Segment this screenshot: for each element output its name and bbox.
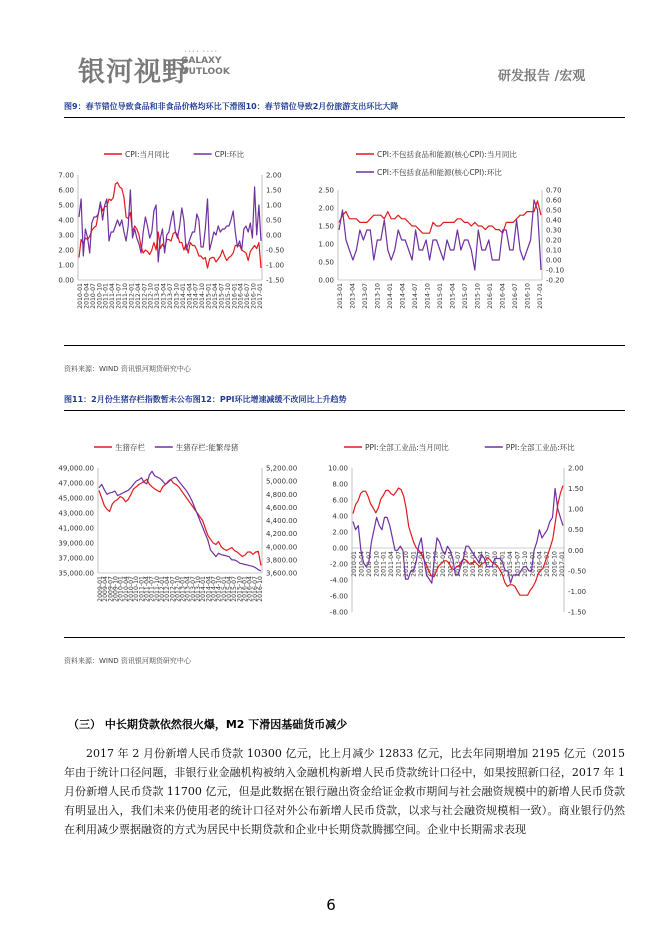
x-tick-label: 2013-01 (154, 283, 162, 309)
right-tick-label: 0.00 (568, 546, 584, 555)
body-paragraph-text: 2017 年 2 月份新增人民币贷款 10300 亿元，比上月减少 12833 亿元，比去年同期增加 2195 亿元（2015 年由于统计口径问题，非银行业金融机构被纳入金融机构新增人民币贷款统计口径中，如果按照新口径，2017 年 1 月份新增人民币贷款 11700 亿元，但是此数据在银行融出资金给证金救市期间与社会融资规模中的新增人民币贷款有明显出入，我们未来仍使用老的统计口径对外公布新增人民币贷款，以求与社会融资规模相一致）。商业银行仍然在利用减少票据融资的方式为居民中长期贷款和企业中长期贷款腾挪空间。企业中长期需求表现 (64, 747, 625, 836)
x-tick-label: 2016-10 (551, 551, 559, 577)
legend-label-1: CPI:当月同比 (125, 150, 170, 159)
x-tick-label: 2009-10 (112, 576, 120, 602)
right-tick-label: -1.00 (266, 261, 285, 270)
left-tick-label: 2.50 (318, 186, 334, 195)
x-tick-label: 2016-07 (512, 283, 519, 309)
x-tick-label: 2017-01 (537, 283, 544, 309)
legend-label-2: PPI:全部工业品:环比 (505, 443, 575, 452)
left-tick-label: 41,000.00 (58, 524, 94, 533)
x-tick-label: 2015-10 (224, 283, 232, 309)
right-tick-label: -1.50 (568, 608, 587, 617)
left-tick-label: 2.00 (332, 528, 348, 537)
x-tick-label: 2016-07 (544, 551, 552, 577)
left-tick-label: 0.00 (58, 276, 74, 285)
right-tick-label: 0.40 (546, 216, 562, 225)
right-tick-label: 0.30 (546, 226, 562, 235)
right-tick-label: -0.20 (546, 276, 565, 285)
logo-english-line1: GALAXY (181, 56, 222, 66)
x-tick-label: 2015-10 (521, 551, 529, 577)
x-tick-label: 2010-04 (83, 283, 91, 309)
left-tick-label: -4.00 (329, 576, 348, 585)
right-tick-label: -0.10 (546, 266, 565, 275)
x-tick-label: 2016-01 (487, 283, 494, 309)
x-tick-label: 2011-04 (143, 576, 151, 602)
x-tick-label: 2014-10 (215, 576, 223, 602)
x-tick-label: 2016-04 (246, 576, 254, 602)
left-tick-label: 0.00 (332, 544, 348, 553)
right-tick-label: -1.50 (266, 276, 285, 285)
source-note-2: 资料来源：WIND 资讯银河期货研究中心 (64, 657, 191, 665)
logo-english (181, 56, 230, 78)
right-tick-label: 4,000.00 (266, 543, 298, 552)
x-tick-label: 2013-10 (462, 551, 470, 577)
x-tick-label: 2012-01 (410, 551, 418, 577)
x-tick-label: 2011-01 (380, 551, 388, 577)
page-number: 6 (326, 896, 336, 914)
x-tick-label: 2012-07 (425, 551, 433, 577)
x-tick-label: 2013-10 (374, 283, 382, 309)
x-tick-label: 2012-07 (141, 283, 149, 309)
left-tick-label: 2.00 (318, 204, 334, 213)
legend-label-1: PPI:全部工业品:当月同比 (365, 443, 449, 452)
x-tick-label: 2010-01 (351, 551, 358, 577)
series-line-2 (99, 471, 261, 571)
x-tick-label: 2016-01 (241, 576, 249, 602)
x-tick-label: 2012-10 (174, 576, 182, 602)
x-tick-label: 2016-01 (529, 551, 537, 577)
left-tick-label: 10.00 (327, 464, 348, 473)
x-tick-label: 2014-10 (199, 283, 207, 309)
x-tick-label: 2015-07 (462, 283, 469, 309)
right-tick-label: -1.00 (568, 587, 587, 596)
x-tick-label: 2010-10 (96, 283, 104, 309)
x-tick-label: 2015-10 (236, 576, 244, 602)
x-tick-label: 2013-04 (349, 283, 357, 309)
x-tick-label: 2013-10 (195, 576, 203, 602)
series-line-1 (353, 486, 563, 596)
x-tick-label: 2012-10 (147, 283, 155, 309)
chart-ppi (316, 433, 616, 628)
x-tick-label: 2013-04 (160, 283, 168, 309)
x-tick-label: 2011-10 (403, 551, 410, 577)
x-tick-label: 2014-10 (424, 283, 432, 309)
left-tick-label: 37,000.00 (58, 554, 94, 563)
right-tick-label: 4,600.00 (266, 503, 298, 512)
right-tick-label: 5,200.00 (266, 464, 298, 473)
logo-english-line2: OUTLOOK (181, 67, 230, 77)
right-tick-label: 0.10 (546, 246, 562, 255)
x-tick-label: 2014-04 (477, 551, 485, 577)
x-tick-label: 2015-04 (212, 283, 219, 309)
right-tick-label: 2.00 (568, 464, 584, 473)
chart-core-cpi (304, 140, 604, 340)
x-tick-label: 2011-10 (122, 283, 129, 309)
left-tick-label: -2.00 (329, 560, 348, 569)
x-tick-label: 2013-01 (337, 283, 344, 309)
section-heading: （三） 中长期贷款依然很火爆，M2 下滑因基础货币减少 (68, 718, 348, 731)
x-tick-label: 2009-04 (102, 576, 110, 602)
x-tick-label: 2014-07 (210, 576, 218, 602)
series-line-1 (339, 201, 541, 233)
x-tick-label: 2015-01 (205, 283, 213, 309)
left-tick-label: 45,000.00 (58, 494, 94, 503)
report-category: 研发报告 /宏观 (498, 69, 586, 84)
x-tick-label: 2016-10 (524, 283, 532, 309)
x-tick-label: 2011-07 (148, 576, 156, 602)
x-tick-label: 2016-01 (231, 283, 239, 309)
left-tick-label: 0.00 (318, 276, 334, 285)
divider-bottom-1 (64, 345, 625, 346)
figure-caption-11-12: 图11：2月份生猪存栏指数暂未公布图12：PPI环比增速减缓不改同比上升趋势 (64, 395, 347, 404)
right-tick-label: 0.20 (546, 236, 562, 245)
x-tick-label: 2009-01 (97, 576, 104, 602)
x-tick-label: 2010-07 (365, 551, 373, 577)
x-tick-label: 2014-01 (200, 576, 208, 602)
x-tick-label: 2011-01 (102, 283, 110, 309)
legend-label-2: 生猪存栏:能繁母猪 (175, 443, 239, 452)
x-tick-label: 2013-01 (179, 576, 187, 602)
x-tick-label: 2012-04 (164, 576, 172, 602)
left-tick-label: 4.00 (58, 216, 74, 225)
right-tick-label: -0.50 (568, 567, 587, 576)
right-tick-label: 4,400.00 (266, 517, 298, 525)
chart-cpi-yoy-mom (44, 140, 302, 340)
logo-chinese: 银河视野 (78, 57, 190, 88)
x-tick-label: 2017-01 (559, 551, 566, 577)
x-tick-label: 2013-07 (362, 283, 369, 309)
x-tick-label: 2011-10 (153, 576, 161, 602)
x-tick-label: 2012-07 (169, 576, 177, 602)
chart-hog-inventory (44, 433, 314, 628)
right-tick-label: 0.70 (546, 186, 562, 195)
x-tick-label: 2016-04 (536, 551, 544, 577)
x-tick-label: 2013-07 (189, 576, 197, 602)
x-tick-label: 2014-01 (387, 283, 394, 309)
legend-label-1: CPI:不包括食品和能源(核心CPI):当月同比 (377, 150, 517, 159)
x-tick-label: 2015-04 (226, 576, 234, 602)
x-tick-label: 2014-04 (399, 283, 407, 309)
logo-dots: •••• •••• (184, 49, 219, 55)
x-tick-label: 2015-07 (514, 551, 522, 577)
x-tick-label: 2009-07 (107, 576, 115, 602)
x-tick-label: 2010-01 (77, 283, 84, 309)
divider-bottom-2 (64, 637, 625, 638)
x-tick-label: 2016-07 (251, 576, 259, 602)
right-tick-label: 0.50 (546, 206, 562, 215)
right-tick-label: -0.50 (266, 246, 285, 255)
x-tick-label: 2014-07 (192, 283, 200, 309)
right-tick-label: 1.00 (266, 201, 282, 210)
left-tick-label: 43,000.00 (58, 509, 94, 518)
x-tick-label: 2012-01 (128, 283, 136, 309)
figure-caption-9-10: 图9：春节错位导致食品和非食品价格均环比下滑图10：春节错位导致2月份旅游支出环比大降 (64, 102, 399, 111)
series-line-2 (339, 200, 541, 270)
x-tick-label: 2013-10 (173, 283, 181, 309)
x-tick-label: 2014-04 (205, 576, 213, 602)
right-tick-label: 2.00 (266, 171, 282, 180)
x-tick-label: 2011-01 (138, 576, 146, 602)
x-tick-label: 2015-04 (449, 283, 457, 309)
left-tick-label: 3.00 (58, 231, 74, 240)
x-tick-label: 2011-07 (115, 283, 123, 309)
x-tick-label: 2012-01 (158, 576, 166, 602)
x-tick-label: 2017-01 (257, 283, 264, 309)
x-tick-label: 2010-04 (358, 551, 366, 577)
left-tick-label: 1.00 (318, 240, 334, 249)
right-tick-label: 4,800.00 (266, 490, 298, 499)
x-tick-label: 2015-07 (218, 283, 226, 309)
right-tick-label: 0.00 (546, 256, 562, 265)
left-tick-label: 0.50 (318, 258, 334, 267)
x-tick-label: 2013-04 (184, 576, 192, 602)
right-tick-label: 3,800.00 (266, 556, 298, 565)
x-tick-label: 2010-07 (127, 576, 135, 602)
x-tick-label: 2012-04 (417, 551, 425, 577)
x-tick-label: 2015-01 (220, 576, 228, 602)
left-tick-label: 4.00 (332, 512, 348, 521)
source-note-1: 资料来源：WIND 资讯银河期货研究中心 (64, 365, 191, 373)
x-tick-label: 2010-10 (133, 576, 141, 602)
x-tick-label: 2015-01 (437, 283, 444, 309)
right-tick-label: 1.50 (266, 186, 282, 195)
right-tick-label: 4,200.00 (266, 530, 298, 539)
x-tick-label: 2011-04 (109, 283, 117, 309)
left-tick-label: 2.00 (58, 246, 74, 255)
right-tick-label: 0.00 (266, 231, 282, 240)
x-tick-label: 2014-04 (186, 283, 194, 309)
x-tick-label: 2014-01 (179, 283, 187, 309)
right-tick-label: 0.60 (546, 196, 562, 205)
left-tick-label: 47,000.00 (58, 479, 94, 488)
x-tick-label: 2015-04 (507, 551, 514, 577)
right-tick-label: 0.50 (266, 216, 282, 225)
right-tick-label: 1.50 (568, 485, 584, 494)
x-tick-label: 2016-10 (250, 283, 258, 309)
x-tick-label: 2012-04 (134, 283, 142, 309)
x-tick-label: 2013-07 (167, 283, 174, 309)
x-tick-label: 2013-04 (447, 551, 455, 577)
left-tick-label: 35,000.00 (58, 569, 94, 578)
left-tick-label: 7.00 (58, 171, 74, 180)
x-tick-label: 2016-07 (244, 283, 252, 309)
x-tick-label: 2016-10 (257, 576, 264, 602)
right-tick-label: 0.50 (568, 526, 584, 535)
left-tick-label: 1.00 (58, 261, 74, 270)
right-tick-label: 5,000.00 (266, 477, 298, 486)
x-tick-label: 2011-07 (395, 551, 403, 577)
x-tick-label: 2014-07 (484, 551, 492, 577)
x-tick-label: 2016-04 (499, 283, 507, 309)
right-tick-label: 1.00 (568, 505, 584, 514)
x-tick-label: 2014-07 (412, 283, 419, 309)
left-tick-label: 8.00 (332, 480, 348, 489)
x-tick-label: 2016-04 (237, 283, 245, 309)
divider-top-1 (64, 117, 625, 118)
x-tick-label: 2015-10 (474, 283, 482, 309)
left-tick-label: -6.00 (329, 592, 348, 601)
right-tick-label: 3,600.00 (266, 569, 298, 578)
x-tick-label: 2011-04 (388, 551, 396, 577)
legend-label-1: 生猪存栏 (115, 443, 145, 452)
body-paragraph (64, 744, 625, 839)
x-tick-label: 2010-07 (89, 283, 97, 309)
divider-top-2 (64, 410, 625, 411)
x-tick-label: 2010-04 (122, 576, 130, 602)
x-tick-label: 2013-01 (440, 551, 448, 577)
left-tick-label: 5.00 (58, 201, 74, 210)
left-tick-label: 1.50 (318, 222, 334, 231)
x-tick-label: 2014-10 (492, 551, 500, 577)
legend-label-2: CPI:不包括食品和能源(核心CPI):环比 (377, 168, 502, 177)
x-tick-label: 2014-01 (469, 551, 477, 577)
left-tick-label: 49,000.00 (58, 464, 94, 473)
legend-label-2: CPI:环比 (214, 150, 245, 159)
left-tick-label: -8.00 (329, 608, 348, 617)
x-tick-label: 2012-10 (432, 551, 440, 577)
left-tick-label: 39,000.00 (58, 539, 94, 548)
x-tick-label: 2015-07 (231, 576, 239, 602)
x-tick-label: 2013-07 (455, 551, 462, 577)
left-tick-label: 6.00 (58, 186, 74, 195)
x-tick-label: 2010-01 (117, 576, 125, 602)
left-tick-label: 6.00 (332, 496, 348, 505)
x-tick-label: 2015-01 (499, 551, 507, 577)
x-tick-label: 2010-10 (373, 551, 381, 577)
